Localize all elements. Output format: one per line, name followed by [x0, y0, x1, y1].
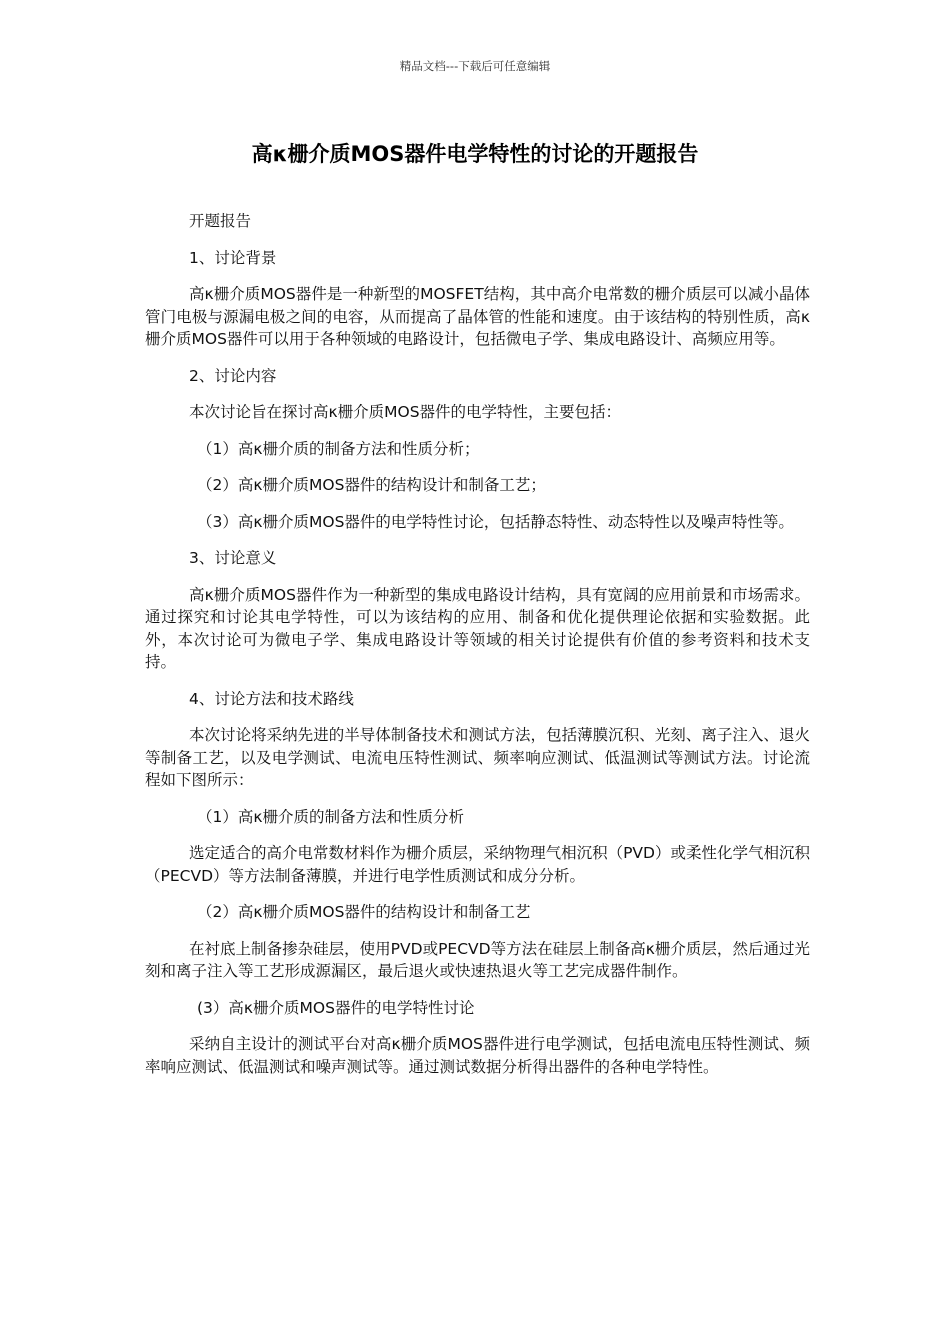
section-heading: 1、讨论背景: [189, 248, 277, 267]
section-label: 开题报告: [189, 212, 252, 230]
document-title: 高κ栅介质MOS器件电学特性的讨论的开题报告: [251, 142, 699, 166]
body-paragraph: 本次讨论旨在探讨高κ栅介质MOS器件的电学特性，主要包括：: [189, 403, 622, 421]
subsection-heading: （1）高κ栅介质的制备方法和性质分析: [197, 807, 464, 826]
body-paragraph: 高κ栅介质MOS器件作为一种新型的集成电路设计结构，具有宽阔的应用前景和市场需求。通过探究和讨论其电学特性，可以为该结构的应用、制备和优化提供理论依据和实验数据。此外，本次讨论可为微电子学、集成电路设计等领域的相关讨论提供有价值的参考资料和技术支持。: [145, 585, 810, 671]
section-heading: 3、讨论意义: [189, 549, 277, 567]
body-paragraph: 在衬底上制备掺杂硅层，使用PVD或PECVD等方法在硅层上制备高κ栅介质层，然后通过光刻和离子注入等工艺形成源漏区，最后退火或快速热退火等工艺完成器件制作。: [145, 939, 810, 980]
list-item: （1）高κ栅介质的制备方法和性质分析；: [197, 439, 480, 458]
subsection-heading: (3）高κ栅介质MOS器件的电学特性讨论: [197, 998, 475, 1017]
body-paragraph: 本次讨论将采纳先进的半导体制备技术和测试方法，包括薄膜沉积、光刻、离子注入、退火等制备工艺，以及电学测试、电流电压特性测试、频率响应测试、低温测试等测试方法。讨论流程如下图所示：: [145, 726, 810, 789]
list-item: （3）高κ栅介质MOS器件的电学特性讨论，包括静态特性、动态特性以及噪声特性等。: [197, 512, 794, 531]
section-heading: 4、讨论方法和技术路线: [189, 689, 354, 708]
body-paragraph: 采纳自主设计的测试平台对高κ栅介质MOS器件进行电学测试，包括电流电压特性测试、频率响应测试、低温测试和噪声测试等。通过测试数据分析得出器件的各种电学特性。: [145, 1035, 810, 1076]
document-body: [145, 210, 810, 1092]
section-heading: 2、讨论内容: [189, 366, 277, 385]
list-item: （2）高κ栅介质MOS器件的结构设计和制备工艺；: [197, 476, 546, 494]
body-paragraph: 高κ栅介质MOS器件是一种新型的MOSFET结构，其中高介电常数的栅介质层可以减小晶体管门电极与源漏电极之间的电容，从而提高了晶体管的性能和速度。由于该结构的特别性质，高κ栅介质MOS器件可以用于各种领域的电路设计，包括微电子学、集成电路设计、高频应用等。: [145, 285, 810, 348]
header-note: 精品文档---下载后可任意编辑: [399, 59, 551, 73]
subsection-heading: （2）高κ栅介质MOS器件的结构设计和制备工艺: [197, 903, 531, 921]
body-paragraph: 选定适合的高介电常数材料作为栅介质层，采纳物理气相沉积（PVD）或柔性化学气相沉积（PECVD）等方法制备薄膜，并进行电学性质测试和成分分析。: [145, 844, 810, 885]
